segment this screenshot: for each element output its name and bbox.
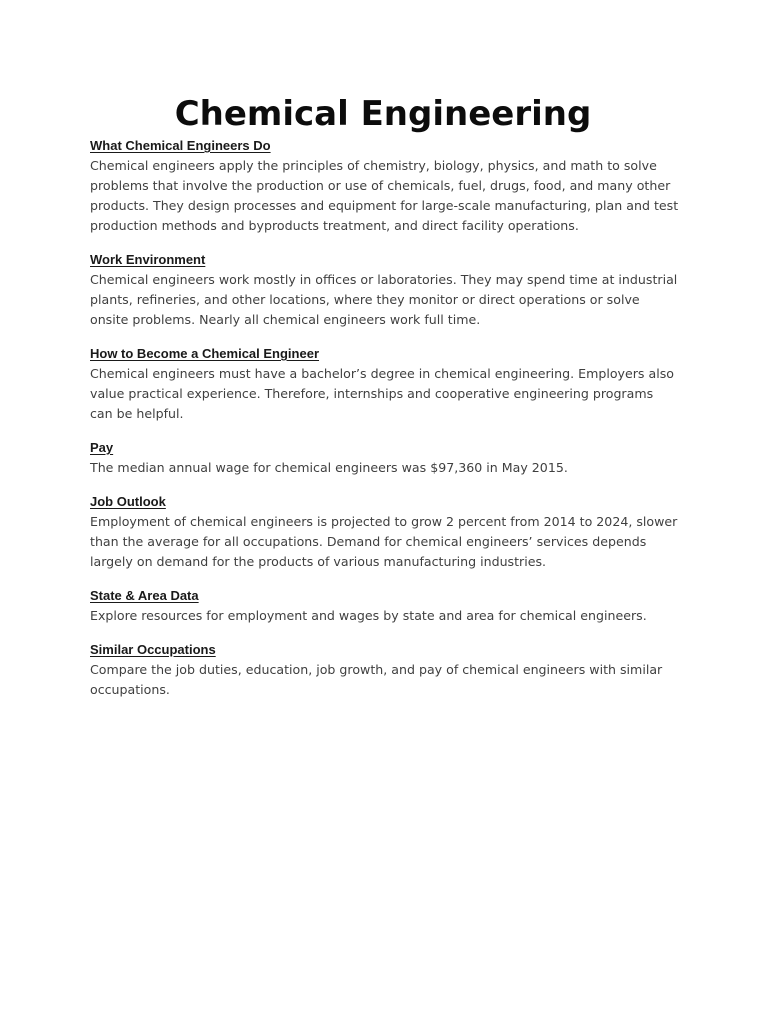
section-job-outlook: [90, 492, 690, 572]
text-line: can be helpful.: [90, 406, 184, 421]
section-paragraph: [90, 364, 690, 424]
section-pay: [90, 438, 690, 478]
text-line: Compare the job duties, education, job growth, and pay of chemical engineers with similar: [90, 662, 663, 677]
section-heading: Similar Occupations: [90, 642, 216, 657]
section-paragraph: [90, 660, 690, 700]
section-state-area-data: [90, 586, 690, 626]
text-line: Explore resources for employment and wages by state and area for chemical engineers.: [90, 608, 647, 623]
section-what-chemical-engineers-do: [90, 136, 690, 236]
text-line: value practical experience. Therefore, internships and cooperative engineering programs: [90, 386, 654, 401]
section-heading: Pay: [90, 440, 114, 455]
text-line: problems that involve the production or use of chemicals, fuel, drugs, food, and many other: [90, 178, 671, 193]
text-line: The median annual wage for chemical engineers was $97,360 in May 2015.: [90, 460, 568, 475]
text-line: Employment of chemical engineers is projected to grow 2 percent from 2014 to 2024, slower: [90, 514, 678, 529]
section-paragraph: [90, 512, 690, 572]
section-similar-occupations: [90, 640, 690, 700]
text-line: occupations.: [90, 682, 170, 697]
section-heading: Work Environment: [90, 252, 206, 267]
text-line: Chemical engineers work mostly in offices or laboratories. They may spend time at industrial: [90, 272, 678, 287]
section-paragraph: [90, 156, 690, 236]
text-line: products. They design processes and equipment for large-scale manufacturing, plan and test: [90, 198, 679, 213]
text-line: production methods and byproducts treatment, and direct facility operations.: [90, 218, 579, 233]
section-heading: What Chemical Engineers Do: [90, 138, 271, 153]
text-line: onsite problems. Nearly all chemical engineers work full time.: [90, 312, 481, 327]
section-how-to-become: [90, 344, 690, 424]
text-line: Chemical engineers must have a bachelor’s degree in chemical engineering. Employers also: [90, 366, 674, 381]
document-body: [90, 136, 690, 714]
section-paragraph: [90, 270, 690, 330]
text-line: Chemical engineers apply the principles of chemistry, biology, physics, and math to solve: [90, 158, 657, 173]
text-line: largely on demand for the products of various manufacturing industries.: [90, 554, 547, 569]
section-heading: Job Outlook: [90, 494, 166, 509]
section-paragraph: [90, 606, 690, 626]
section-heading: State & Area Data: [90, 588, 199, 603]
text-line: plants, refineries, and other locations, where they monitor or direct operations or solve: [90, 292, 640, 307]
text-line: than the average for all occupations. Demand for chemical engineers’ services depends: [90, 534, 647, 549]
page-title: Chemical Engineering: [174, 94, 592, 134]
section-heading: How to Become a Chemical Engineer: [90, 346, 320, 361]
section-work-environment: [90, 250, 690, 330]
section-paragraph: [90, 458, 690, 478]
